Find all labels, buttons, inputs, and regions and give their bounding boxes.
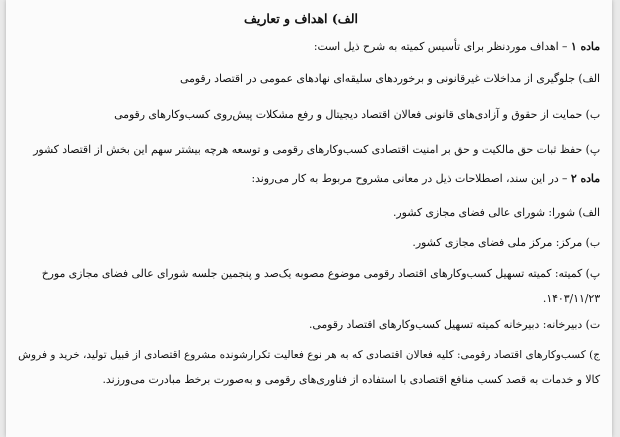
article-2-label: ماده ۲ [570,172,600,185]
section-title: الف) اهداف و تعاریف [243,11,358,26]
definition-p-line2: ۱۴۰۳/۱۱/۲۳. [542,292,600,305]
definition-p-line1: پ) کمیته: کمیته تسهیل کسب‌وکارهای اقتصاد رقومی موضوع مصوبه یک‌صد و پنجمین جلسه شورای عالی فضای مجازی مورخ [41,267,600,280]
definition-j-line2: کالا و خدمات به قصد کسب منافع اقتصادی با استفاده از فناوری‌های رقومی و به‌صورت برخط مبادرت می‌ورزند. [102,373,600,386]
article-1-heading [314,40,600,54]
definition-t: ت) دبیرخانه: دبیرخانه کمیته تسهیل کسب‌وکارهای اقتصاد رقومی. [308,318,600,331]
article-2-text: – در این سند، اصطلاحات ذیل در معانی مشروح مربوط به کار می‌روند: [251,172,568,185]
article-1-item-p: پ) حفظ ثبات حق مالکیت و حق بر امنیت اقتصادی کسب‌وکارهای رقومی و توسعه هرچه بیشتر سهم این بخش از اقتصاد کشور [33,143,600,156]
definition-j-line1: ج) کسب‌وکارهای اقتصاد رقومی: کلیه فعالان اقتصادی که به هر نوع فعالیت تکرارشونده مشروع اقتصادی از قبیل تولید، خرید و فروش [18,349,600,361]
definition-b: ب) مرکز: مرکز ملی فضای مجازی کشور. [412,236,600,249]
article-1-text: – اهداف موردنظر برای تأسیس کمیته به شرح ذیل است: [313,40,568,53]
article-2-heading [251,172,600,186]
definition-a: الف) شورا: شورای عالی فضای مجازی کشور. [392,206,600,219]
article-1-item-b: ب) حمایت از حقوق و آزادی‌های قانونی فعالان اقتصاد دیجیتال و رفع مشکلات پیش‌روی کسب‌وکارهای رقومی [114,108,600,121]
article-1-item-a: الف) جلوگیری از مداخلات غیرقانونی و برخوردهای سلیقه‌ای نهادهای عمومی در اقتصاد رقومی [180,72,600,85]
article-1-label: ماده ۱ [570,40,600,53]
document-page [6,0,612,437]
